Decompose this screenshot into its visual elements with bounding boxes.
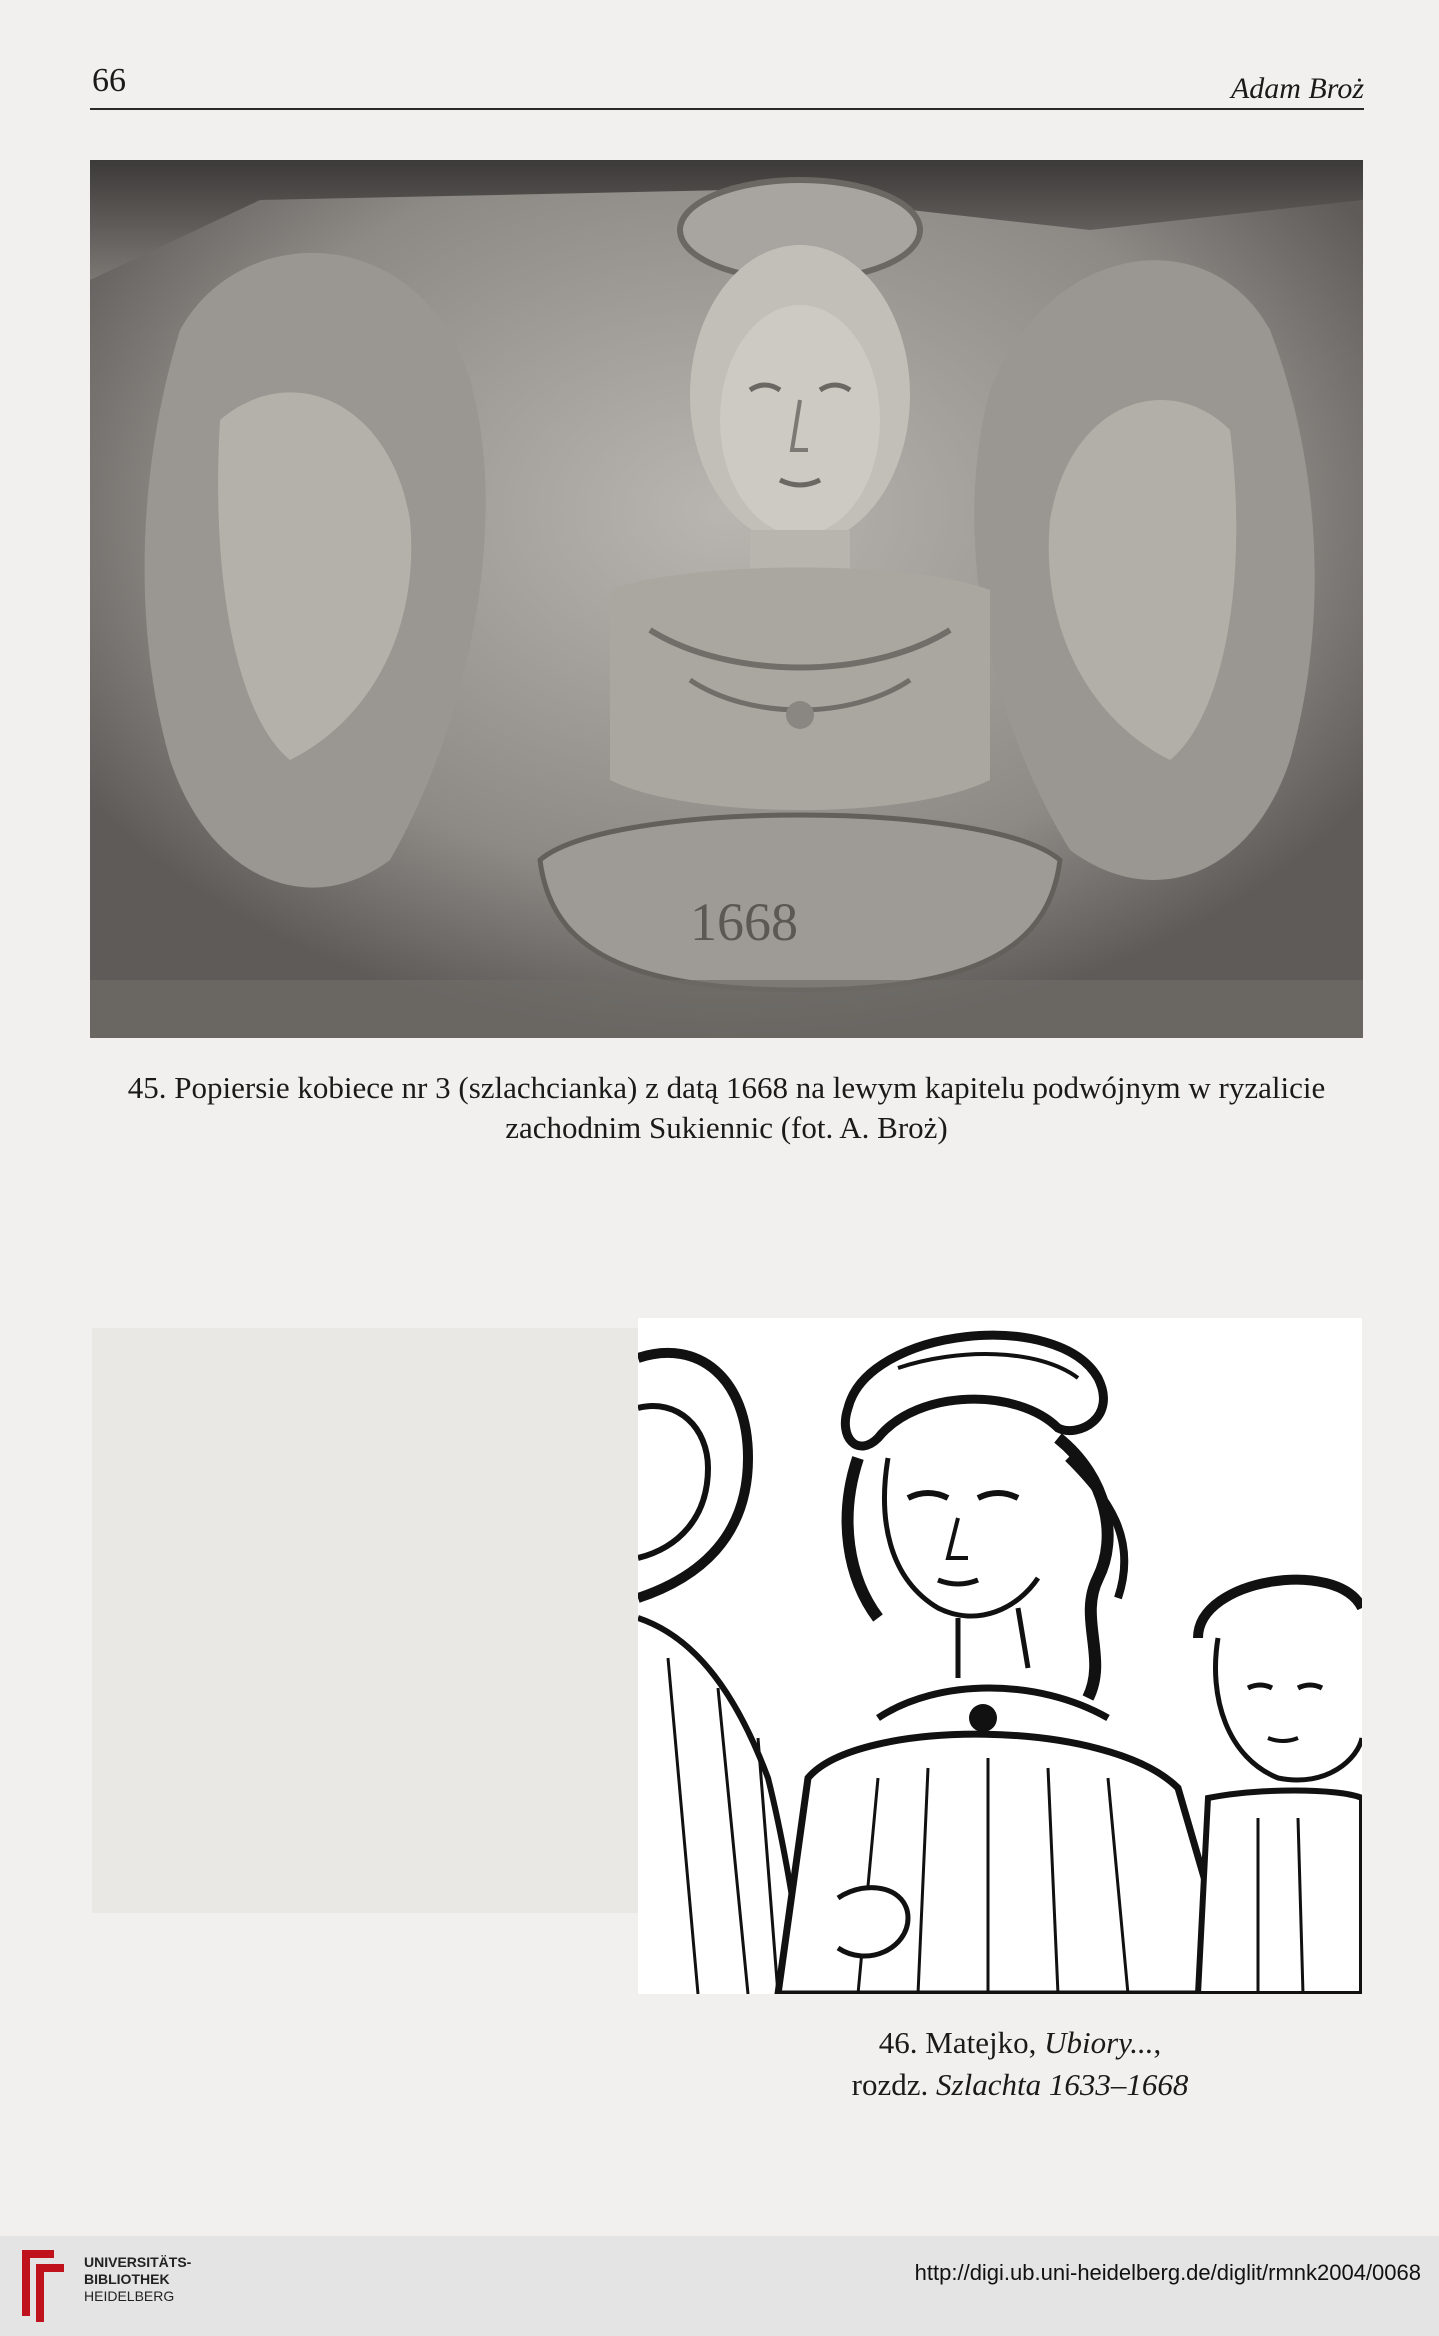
running-head: Adam Broż (1230, 72, 1364, 105)
library-line2: BIBLIOTHEK (84, 2271, 170, 2287)
figure-45-caption (90, 1068, 1363, 1148)
figure-46-caption-prefix: 46. Matejko, (878, 2025, 1045, 2060)
sculpture-photo-illustration (90, 160, 1363, 1038)
sculpture-photo (90, 160, 1363, 1038)
figure-46-caption-line1 (760, 2022, 1280, 2064)
figure-46-caption-title: Ubiory... (1044, 2025, 1154, 2060)
page-number: 66 (92, 62, 126, 99)
library-line3: HEIDELBERG (84, 2288, 175, 2304)
figure-45-caption-line1: 45. Popiersie kobiece nr 3 (szlachcianka) z datą 1668 na lewym kapitelu podwójnym w ryzalicie (127, 1070, 1326, 1105)
library-line1: UNIVERSITÄTS- (84, 2254, 192, 2270)
bleed-through-shadow (92, 1328, 638, 1913)
header-rule (90, 108, 1364, 110)
svg-text:1668: 1668 (690, 892, 798, 952)
library-name (84, 2254, 191, 2305)
matejko-drawing (638, 1318, 1362, 1994)
matejko-drawing-illustration (638, 1318, 1362, 1994)
figure-45-caption-line2: zachodnim Sukiennic (fot. A. Broż) (505, 1110, 948, 1145)
footer-url-link[interactable]: http://digi.ub.uni-heidelberg.de/diglit/rmnk2004/0068 (914, 2260, 1421, 2285)
figure-46-caption-line2-prefix: rozdz. (851, 2067, 937, 2102)
figure-46-caption-suffix: , (1153, 2025, 1162, 2060)
footer-bar (0, 2236, 1439, 2336)
figure-46-caption-line2 (760, 2064, 1280, 2106)
figure-46-caption-line2-title: Szlachta 1633–1668 (936, 2067, 1189, 2102)
library-logo-icon (14, 2240, 72, 2326)
figure-46-caption (760, 2022, 1280, 2106)
